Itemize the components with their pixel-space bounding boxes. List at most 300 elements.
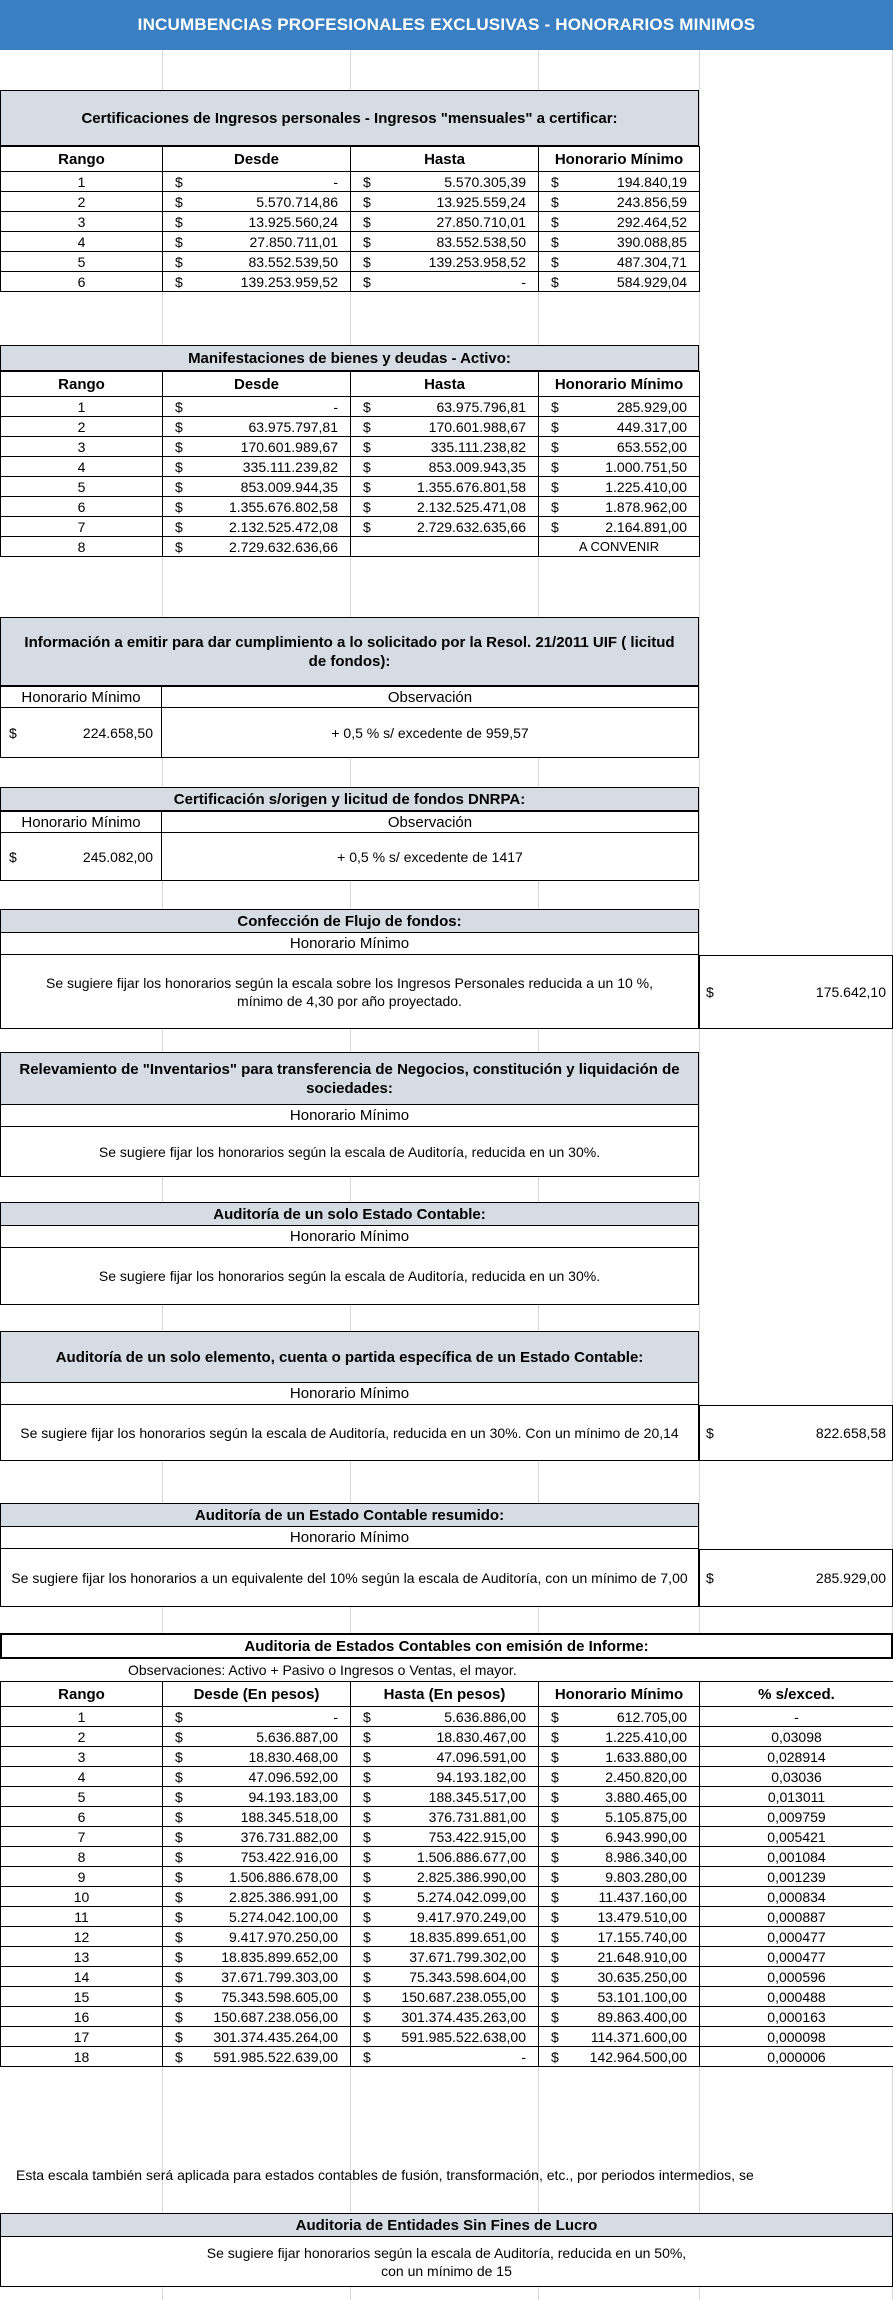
range-cell: 15: [1, 1987, 163, 2007]
cell-value: 591.985.522.638,00: [401, 2028, 526, 2045]
range-cell: 2: [1, 192, 163, 212]
range-cell: 4: [1, 232, 163, 252]
cell-value: 18.835.899.651,00: [409, 1928, 526, 1945]
cell-value: 1.225.410,00: [605, 478, 687, 495]
manifestaciones-table: [0, 371, 700, 557]
hasta-cell: $ 1.506.886.677,00: [351, 1847, 539, 1867]
cell-value: 301.374.435.263,00: [401, 2008, 526, 2025]
cell-value: 2.825.386.991,00: [229, 1888, 338, 1905]
honorario-cell: $ 9.803.280,00: [539, 1867, 700, 1887]
table-row: [1, 457, 700, 477]
table-row: [1, 272, 700, 292]
honorario-cell: $ 1.225.410,00: [539, 1727, 700, 1747]
cell-value: 753.422.916,00: [240, 1848, 338, 1865]
cell-value: 5.274.042.099,00: [417, 1888, 526, 1905]
range-cell: 7: [1, 517, 163, 537]
cell-value: 18.835.899.652,00: [221, 1948, 338, 1965]
range-cell: 12: [1, 1927, 163, 1947]
pct-cell: 0,000163: [700, 2007, 893, 2027]
honorario-cell: $ 2.164.891,00: [539, 517, 700, 537]
honorario-cell: $ 1.225.410,00: [539, 477, 700, 497]
desde-cell: $ 170.601.989,67: [163, 437, 351, 457]
table-row: [1, 2047, 893, 2067]
desde-cell: $ 301.374.435.264,00: [163, 2027, 351, 2047]
cell-value: 487.304,71: [616, 253, 687, 270]
honorario-cell: A CONVENIR: [539, 537, 700, 557]
subheader: Honorario Mínimo: [0, 1527, 699, 1549]
hasta-cell: $ 75.343.598.604,00: [351, 1967, 539, 1987]
pct-cell: 0,000887: [700, 1907, 893, 1927]
subheader: Honorario Mínimo: [0, 1105, 699, 1127]
auditoria-table: [0, 1681, 893, 2067]
cell-value: 27.850.710,01: [436, 213, 526, 230]
desde-cell: $ 2.132.525.472,08: [163, 517, 351, 537]
range-cell: 3: [1, 437, 163, 457]
desde-cell: $ 37.671.799.303,00: [163, 1967, 351, 1987]
range-cell: 2: [1, 417, 163, 437]
honorario-cell: $ 1.633.880,00: [539, 1747, 700, 1767]
dnrpa-value: $ 245.082,00: [0, 833, 162, 881]
desde-cell: $ 188.345.518,00: [163, 1807, 351, 1827]
cell-value: 376.731.881,00: [428, 1808, 526, 1825]
honorario-cell: $ 487.304,71: [539, 252, 700, 272]
desde-cell: $ 591.985.522.639,00: [163, 2047, 351, 2067]
cell-value: 5.105.875,00: [605, 1808, 687, 1825]
hasta-cell: $ 1.355.676.801,58: [351, 477, 539, 497]
pct-cell: 0,001239: [700, 1867, 893, 1887]
cell-value: 142.964.500,00: [589, 2048, 687, 2065]
pct-cell: -: [700, 1707, 893, 1727]
pct-cell: 0,000477: [700, 1947, 893, 1967]
honorario-cell: $ 292.464,52: [539, 212, 700, 232]
desde-cell: $ 75.343.598.605,00: [163, 1987, 351, 2007]
honorario-cell: $ 584.929,04: [539, 272, 700, 292]
hasta-cell: $ 2.132.525.471,08: [351, 497, 539, 517]
pct-cell: 0,028914: [700, 1747, 893, 1767]
subheader: Honorario Mínimo: [0, 933, 699, 955]
section-title: Relevamiento de "Inventarios" para transferencia de Negocios, constitución y liquidación de sociedades:: [0, 1052, 699, 1105]
section-title: Confección de Flujo de fondos:: [0, 909, 699, 933]
hasta-cell: $ 9.417.970.249,00: [351, 1907, 539, 1927]
honorario-cell: $ 3.880.465,00: [539, 1787, 700, 1807]
hasta-cell: $ 2.825.386.990,00: [351, 1867, 539, 1887]
honorario-cell: $ 2.450.820,00: [539, 1767, 700, 1787]
honorario-cell: $ 6.943.990,00: [539, 1827, 700, 1847]
table-row: [1, 2007, 893, 2027]
honorario-cell: $ 390.088,85: [539, 232, 700, 252]
section-title: Auditoria de Estados Contables con emisión de Informe:: [0, 1633, 893, 1659]
col-header: % s/exced.: [700, 1682, 893, 1707]
range-cell: 13: [1, 1947, 163, 1967]
table-row: [1, 1787, 893, 1807]
col-header: Hasta (En pesos): [351, 1682, 539, 1707]
cell-value: 75.343.598.604,00: [409, 1968, 526, 1985]
cell-value: 2.164.891,00: [605, 518, 687, 535]
table-row: [1, 417, 700, 437]
aud-resumido-value: $ 285.929,00: [699, 1549, 893, 1607]
cell-value: 335.111.239,82: [242, 458, 338, 475]
cell-value: 1.506.886.678,00: [229, 1868, 338, 1885]
hasta-cell: $ 94.193.182,00: [351, 1767, 539, 1787]
cell-value: 1.506.886.677,00: [417, 1848, 526, 1865]
aud-estado-section: [0, 1202, 699, 1305]
cell-value: 139.253.958,52: [428, 253, 526, 270]
hasta-cell: $ 47.096.591,00: [351, 1747, 539, 1767]
honorario-cell: $ 89.863.400,00: [539, 2007, 700, 2027]
desde-cell: $ 2.729.632.636,66: [163, 537, 351, 557]
cell-value: 2.729.632.635,66: [417, 518, 526, 535]
table-row: [1, 1767, 893, 1787]
cell-value: 63.975.797,81: [248, 418, 338, 435]
honorario-cell: $ 114.371.600,00: [539, 2027, 700, 2047]
cell-value: 285.929,00: [616, 398, 687, 415]
cell-value: 853.009.944,35: [240, 478, 338, 495]
desde-cell: $ 83.552.539,50: [163, 252, 351, 272]
cell-value: -: [521, 273, 526, 290]
cell-value: 9.417.970.250,00: [229, 1928, 338, 1945]
hasta-cell: $ 753.422.915,00: [351, 1827, 539, 1847]
cert-ingresos-section: [0, 90, 699, 292]
honorario-cell: $ 8.986.340,00: [539, 1847, 700, 1867]
section-title: Manifestaciones de bienes y deudas - Activo:: [0, 345, 699, 371]
range-cell: 18: [1, 2047, 163, 2067]
cell-value: 6.943.990,00: [605, 1828, 687, 1845]
table-row: [1, 1847, 893, 1867]
sin-fines-text: Se sugiere fijar honorarios según la escala de Auditoría, reducida en un 50%, con un mínimo de 15: [0, 2237, 893, 2287]
cell-value: 47.096.592,00: [248, 1768, 338, 1785]
cell-value: 188.345.518,00: [240, 1808, 338, 1825]
table-row: [1, 1987, 893, 2007]
cell-value: 30.635.250,00: [597, 1968, 687, 1985]
pct-cell: 0,000488: [700, 1987, 893, 2007]
table-row: [1, 1907, 893, 1927]
range-cell: 10: [1, 1887, 163, 1907]
honorario-cell: $ 194.840,19: [539, 172, 700, 192]
desde-cell: $ 376.731.882,00: [163, 1827, 351, 1847]
cell-value: 584.929,04: [616, 273, 687, 290]
range-cell: 1: [1, 1707, 163, 1727]
cell-value: 53.101.100,00: [597, 1988, 687, 2005]
pct-cell: 0,000098: [700, 2027, 893, 2047]
range-cell: 5: [1, 252, 163, 272]
col-header: Honorario Mínimo: [539, 147, 700, 172]
honorario-cell: $ 1.000.751,50: [539, 457, 700, 477]
table-row: [1, 192, 700, 212]
desde-cell: $ 47.096.592,00: [163, 1767, 351, 1787]
col-header: Honorario Mínimo: [0, 811, 162, 833]
range-cell: 6: [1, 1807, 163, 1827]
section-title: Certificaciones de Ingresos personales - Ingresos "mensuales" a certificar:: [0, 90, 699, 146]
cert-ingresos-table: [0, 146, 700, 292]
hasta-cell: $ 2.729.632.635,66: [351, 517, 539, 537]
col-header: Honorario Mínimo: [539, 1682, 700, 1707]
desde-cell: $ 5.570.714,86: [163, 192, 351, 212]
table-row: [1, 1747, 893, 1767]
hasta-cell: $ -: [351, 2047, 539, 2067]
hasta-cell: $ 13.925.559,24: [351, 192, 539, 212]
hasta-cell: $ 376.731.881,00: [351, 1807, 539, 1827]
desde-cell: $ 18.835.899.652,00: [163, 1947, 351, 1967]
table-row: [1, 497, 700, 517]
range-cell: 4: [1, 457, 163, 477]
pct-cell: 0,013011: [700, 1787, 893, 1807]
cell-value: 1.000.751,50: [605, 458, 687, 475]
desde-cell: $ -: [163, 172, 351, 192]
cell-value: 194.840,19: [616, 173, 687, 190]
range-cell: 1: [1, 172, 163, 192]
cell-value: 591.985.522.639,00: [213, 2048, 338, 2065]
desde-cell: $ 94.193.183,00: [163, 1787, 351, 1807]
pct-cell: 0,03036: [700, 1767, 893, 1787]
desde-cell: $ 1.355.676.802,58: [163, 497, 351, 517]
col-header: Rango: [1, 372, 163, 397]
desde-cell: $ 9.417.970.250,00: [163, 1927, 351, 1947]
table-row: [1, 1947, 893, 1967]
cell-value: 335.111.238,82: [430, 438, 526, 455]
cell-value: 150.687.238.055,00: [401, 1988, 526, 2005]
cell-value: 37.671.799.302,00: [409, 1948, 526, 1965]
hasta-cell: $ 591.985.522.638,00: [351, 2027, 539, 2047]
section-title: Auditoría de un solo elemento, cuenta o partida específica de un Estado Contable:: [0, 1331, 699, 1383]
table-row: [1, 397, 700, 417]
table-row: [1, 1867, 893, 1887]
cell-value: 301.374.435.264,00: [213, 2028, 338, 2045]
cell-value: 2.132.525.471,08: [417, 498, 526, 515]
desde-cell: $ 753.422.916,00: [163, 1847, 351, 1867]
cell-value: 5.636.887,00: [256, 1728, 338, 1745]
desde-cell: $ 27.850.711,01: [163, 232, 351, 252]
hasta-cell: $ 63.975.796,81: [351, 397, 539, 417]
range-cell: 5: [1, 1787, 163, 1807]
cell-value: 13.925.559,24: [436, 193, 526, 210]
range-cell: 4: [1, 1767, 163, 1787]
cell-value: 1.878.962,00: [605, 498, 687, 515]
hasta-cell: [351, 537, 539, 557]
col-header: Hasta: [351, 372, 539, 397]
range-cell: 14: [1, 1967, 163, 1987]
desde-cell: $ 5.636.887,00: [163, 1727, 351, 1747]
honorario-cell: $ 30.635.250,00: [539, 1967, 700, 1987]
honorario-cell: $ 1.878.962,00: [539, 497, 700, 517]
section-title: Certificación s/origen y licitud de fondos DNRPA:: [0, 787, 699, 811]
cell-value: 1.355.676.801,58: [417, 478, 526, 495]
hasta-cell: $ 335.111.238,82: [351, 437, 539, 457]
table-row: [1, 1827, 893, 1847]
pct-cell: 0,001084: [700, 1847, 893, 1867]
table-row: [1, 1707, 893, 1727]
cell-value: 89.863.400,00: [597, 2008, 687, 2025]
cell-value: 13.479.510,00: [597, 1908, 687, 1925]
table-row: [1, 212, 700, 232]
cell-value: 390.088,85: [616, 233, 687, 250]
auditoria-section: [0, 1633, 893, 2067]
honorario-cell: $ 449.317,00: [539, 417, 700, 437]
pct-cell: 0,000834: [700, 1887, 893, 1907]
section-title: Información a emitir para dar cumplimiento a lo solicitado por la Resol. 21/2011 UIF ( licitud de fondos):: [0, 617, 699, 686]
hasta-cell: $ 150.687.238.055,00: [351, 1987, 539, 2007]
aud-estado-text: Se sugiere fijar los honorarios según la escala de Auditoría, reducida en un 30%.: [0, 1248, 699, 1305]
table-row: [1, 232, 700, 252]
honorario-cell: $ 21.648.910,00: [539, 1947, 700, 1967]
pct-cell: 0,009759: [700, 1807, 893, 1827]
hasta-cell: $ 18.830.467,00: [351, 1727, 539, 1747]
cell-value: 11.437.160,00: [598, 1888, 687, 1905]
uif-section: [0, 617, 699, 758]
section-title: Auditoría de un solo Estado Contable:: [0, 1202, 699, 1226]
honorario-cell: $ 142.964.500,00: [539, 2047, 700, 2067]
inventarios-text: Se sugiere fijar los honorarios según la escala de Auditoría, reducida en un 30%.: [0, 1127, 699, 1177]
honorario-cell: $ 612.705,00: [539, 1707, 700, 1727]
cell-value: 853.009.943,35: [428, 458, 526, 475]
cell-value: 1.225.410,00: [605, 1728, 687, 1745]
cell-value: 2.450.820,00: [605, 1768, 687, 1785]
pct-cell: 0,005421: [700, 1827, 893, 1847]
cell-value: 9.417.970.249,00: [417, 1908, 526, 1925]
table-row: [1, 1927, 893, 1947]
hasta-cell: $ 27.850.710,01: [351, 212, 539, 232]
cell-value: 139.253.959,52: [240, 273, 338, 290]
range-cell: 9: [1, 1867, 163, 1887]
cell-value: 2.729.632.636,66: [229, 538, 338, 555]
cell-value: 753.422.915,00: [428, 1828, 526, 1845]
page-title: INCUMBENCIAS PROFESIONALES EXCLUSIVAS - HONORARIOS MINIMOS: [0, 0, 893, 50]
inventarios-section: [0, 1052, 699, 1177]
cell-value: 63.975.796,81: [436, 398, 526, 415]
table-row: [1, 517, 700, 537]
uif-observation: + 0,5 % s/ excedente de 959,57: [162, 708, 699, 758]
cell-value: 3.880.465,00: [605, 1788, 687, 1805]
cell-value: 612.705,00: [616, 1708, 687, 1725]
flujo-text: Se sugiere fijar los honorarios según la escala sobre los Ingresos Personales reducida a un 10 %, mínimo de 4,30 por año proyectado.: [0, 955, 699, 1029]
section-title: Auditoria de Entidades Sin Fines de Lucro: [0, 2213, 893, 2237]
dnrpa-observation: + 0,5 % s/ excedente de 1417: [162, 833, 699, 881]
desde-cell: $ 2.825.386.991,00: [163, 1887, 351, 1907]
desde-cell: $ 5.274.042.100,00: [163, 1907, 351, 1927]
table-row: [1, 437, 700, 457]
hasta-cell: $ 83.552.538,50: [351, 232, 539, 252]
col-header: Hasta: [351, 147, 539, 172]
range-cell: 6: [1, 497, 163, 517]
cell-value: 17.155.740,00: [597, 1928, 687, 1945]
aud-resumido-section: [0, 1503, 699, 1607]
aud-resumido-text: Se sugiere fijar los honorarios a un equivalente del 10% según la escala de Auditoría, con un mínimo de 7,00: [0, 1549, 699, 1607]
honorario-cell: $ 285.929,00: [539, 397, 700, 417]
col-header: Observación: [162, 686, 699, 708]
table-row: [1, 537, 700, 557]
cell-value: 653.552,00: [616, 438, 687, 455]
subheader: Honorario Mínimo: [0, 1383, 699, 1405]
range-cell: 1: [1, 397, 163, 417]
honorario-cell: $ 5.105.875,00: [539, 1807, 700, 1827]
cell-value: 94.193.183,00: [248, 1788, 338, 1805]
cell-value: 13.925.560,24: [248, 213, 338, 230]
range-cell: 7: [1, 1827, 163, 1847]
honorario-cell: $ 13.479.510,00: [539, 1907, 700, 1927]
sin-fines-section: [0, 2213, 893, 2287]
desde-cell: $ 18.830.468,00: [163, 1747, 351, 1767]
cell-value: -: [333, 398, 338, 415]
cell-value: -: [521, 2048, 526, 2065]
hasta-cell: $ 139.253.958,52: [351, 252, 539, 272]
range-cell: 8: [1, 1847, 163, 1867]
col-header: Observación: [162, 811, 699, 833]
hasta-cell: $ -: [351, 272, 539, 292]
honorario-cell: $ 653.552,00: [539, 437, 700, 457]
cell-value: 114.371.600,00: [590, 2028, 687, 2045]
col-header: Rango: [1, 147, 163, 172]
aud-elemento-value: $ 822.658,58: [699, 1405, 893, 1461]
desde-cell: $ 853.009.944,35: [163, 477, 351, 497]
aud-elemento-text: Se sugiere fijar los honorarios según la escala de Auditoría, reducida en un 30%. Con un mínimo de 20,14: [0, 1405, 699, 1461]
subheader: Honorario Mínimo: [0, 1226, 699, 1248]
auditoria-footnote: Esta escala también será aplicada para estados contables de fusión, transformación, etc., por periodos intermedios, se: [16, 2167, 754, 2183]
cell-value: 75.343.598.605,00: [221, 1988, 338, 2005]
cell-value: 243.856,59: [616, 193, 687, 210]
col-header: Desde: [163, 372, 351, 397]
table-row: [1, 1887, 893, 1907]
cell-value: 8.986.340,00: [605, 1848, 687, 1865]
hasta-cell: $ 5.274.042.099,00: [351, 1887, 539, 1907]
hasta-cell: $ 5.636.886,00: [351, 1707, 539, 1727]
cell-value: 170.601.989,67: [240, 438, 338, 455]
hasta-cell: $ 188.345.517,00: [351, 1787, 539, 1807]
desde-cell: $ 335.111.239,82: [163, 457, 351, 477]
table-row: [1, 1807, 893, 1827]
cell-value: -: [333, 173, 338, 190]
table-row: [1, 1727, 893, 1747]
cell-value: -: [333, 1708, 338, 1725]
range-cell: 6: [1, 272, 163, 292]
desde-cell: $ 1.506.886.678,00: [163, 1867, 351, 1887]
cell-value: 5.274.042.100,00: [229, 1908, 338, 1925]
col-header: Honorario Mínimo: [539, 372, 700, 397]
pct-cell: 0,000006: [700, 2047, 893, 2067]
hasta-cell: $ 37.671.799.302,00: [351, 1947, 539, 1967]
table-row: [1, 252, 700, 272]
range-cell: 17: [1, 2027, 163, 2047]
hasta-cell: $ 301.374.435.263,00: [351, 2007, 539, 2027]
range-cell: 16: [1, 2007, 163, 2027]
desde-cell: $ -: [163, 1707, 351, 1727]
cell-value: 188.345.517,00: [428, 1788, 526, 1805]
pct-cell: 0,03098: [700, 1727, 893, 1747]
range-cell: 2: [1, 1727, 163, 1747]
cell-value: 5.636.886,00: [444, 1708, 526, 1725]
pct-cell: 0,000596: [700, 1967, 893, 1987]
cell-value: 376.731.882,00: [240, 1828, 338, 1845]
honorario-cell: $ 11.437.160,00: [539, 1887, 700, 1907]
honorario-cell: $ 17.155.740,00: [539, 1927, 700, 1947]
desde-cell: $ 13.925.560,24: [163, 212, 351, 232]
cell-value: 21.648.910,00: [597, 1948, 687, 1965]
desde-cell: $ -: [163, 397, 351, 417]
desde-cell: $ 150.687.238.056,00: [163, 2007, 351, 2027]
cell-value: 9.803.280,00: [605, 1868, 687, 1885]
honorario-cell: $ 243.856,59: [539, 192, 700, 212]
manifestaciones-section: [0, 345, 699, 557]
cell-value: 2.132.525.472,08: [229, 518, 338, 535]
hasta-cell: $ 5.570.305,39: [351, 172, 539, 192]
cell-value: 94.193.182,00: [436, 1768, 526, 1785]
cell-value: 292.464,52: [616, 213, 687, 230]
col-header: Honorario Mínimo: [0, 686, 162, 708]
col-header: Desde (En pesos): [163, 1682, 351, 1707]
cell-value: 150.687.238.056,00: [213, 2008, 338, 2025]
desde-cell: $ 63.975.797,81: [163, 417, 351, 437]
flujo-section: [0, 909, 699, 1029]
range-cell: 11: [1, 1907, 163, 1927]
cell-value: 5.570.714,86: [256, 193, 338, 210]
